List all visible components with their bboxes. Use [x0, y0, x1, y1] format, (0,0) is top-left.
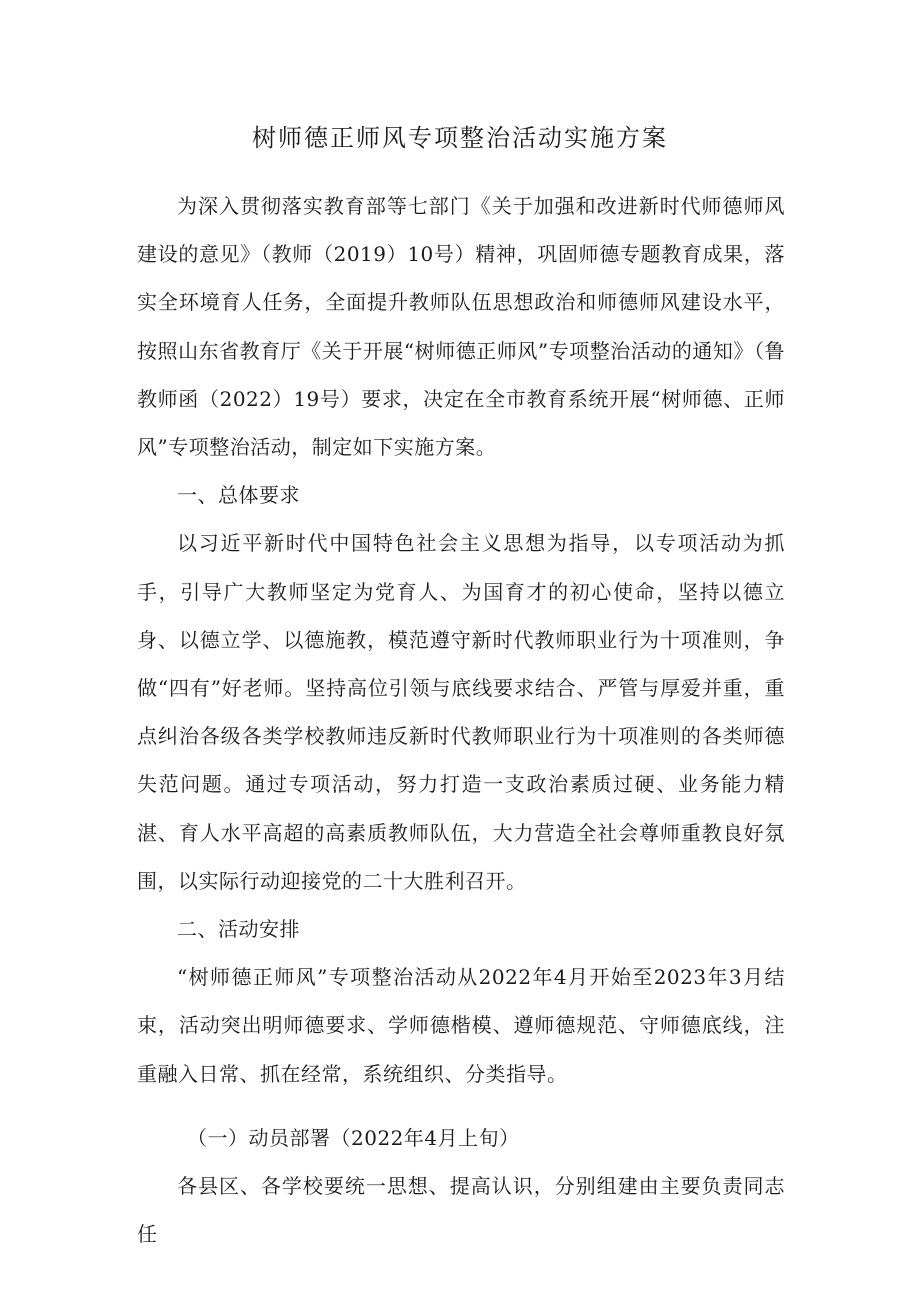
section-heading-activity-arrangement: 二、活动安排 — [177, 917, 300, 942]
general-requirements-paragraph: 以习近平新时代中国特色社会主义思想为指导，以专项活动为抓手，引导广大教师坚定为党育人、为国育才的初心使命，坚持以德立身、以德立学、以德施教，模范遵守新时代教师职业行为十项准则，争做“四有”好老师。坚持高位引领与底线要求结合、严管与厚爱并重，重点纠治各级各类学校教师违反新时代教师职业行为十项准则的各类师德失范问题。通过专项活动，努力打造一支政治素质过硬、业务能力精湛、育人水平高超的高素质教师队伍，大力营造全社会尊师重教良好氛围，以实际行动迎接党的二十大胜利召开。 — [137, 531, 785, 893]
subsection-heading-mobilization: （一）动员部署（2022年4月上旬） — [187, 1125, 520, 1150]
section-heading-general-requirements: 一、总体要求 — [177, 483, 300, 508]
document-title: 树师德正师风专项整治活动实施方案 — [252, 124, 668, 152]
document-body — [137, 182, 785, 1258]
mobilization-paragraph: 各县区、各学校要统一思想、提高认识，分别组建由主要负责同志任 — [137, 1174, 785, 1247]
intro-paragraph: 为深入贯彻落实教育部等七部门《关于加强和改进新时代师德师风建设的意见》（教师（2019）10号）精神，巩固师德专题教育成果，落实全环境育人任务，全面提升教师队伍思想政治和师德师风建设水平，按照山东省教育厅《关于开展“树师德正师风”专项整治活动的通知》（鲁教师函（2022）19号）要求，决定在全市教育系统开展“树师德、正师风”专项整治活动，制定如下实施方案。 — [137, 194, 785, 460]
activity-arrangement-paragraph: “树师德正师风”专项整治活动从2022年4月开始至2023年3月结束，活动突出明师德要求、学师德楷模、遵师德规范、守师德底线，注重融入日常、抓在经常，系统组织、分类指导。 — [137, 965, 785, 1086]
